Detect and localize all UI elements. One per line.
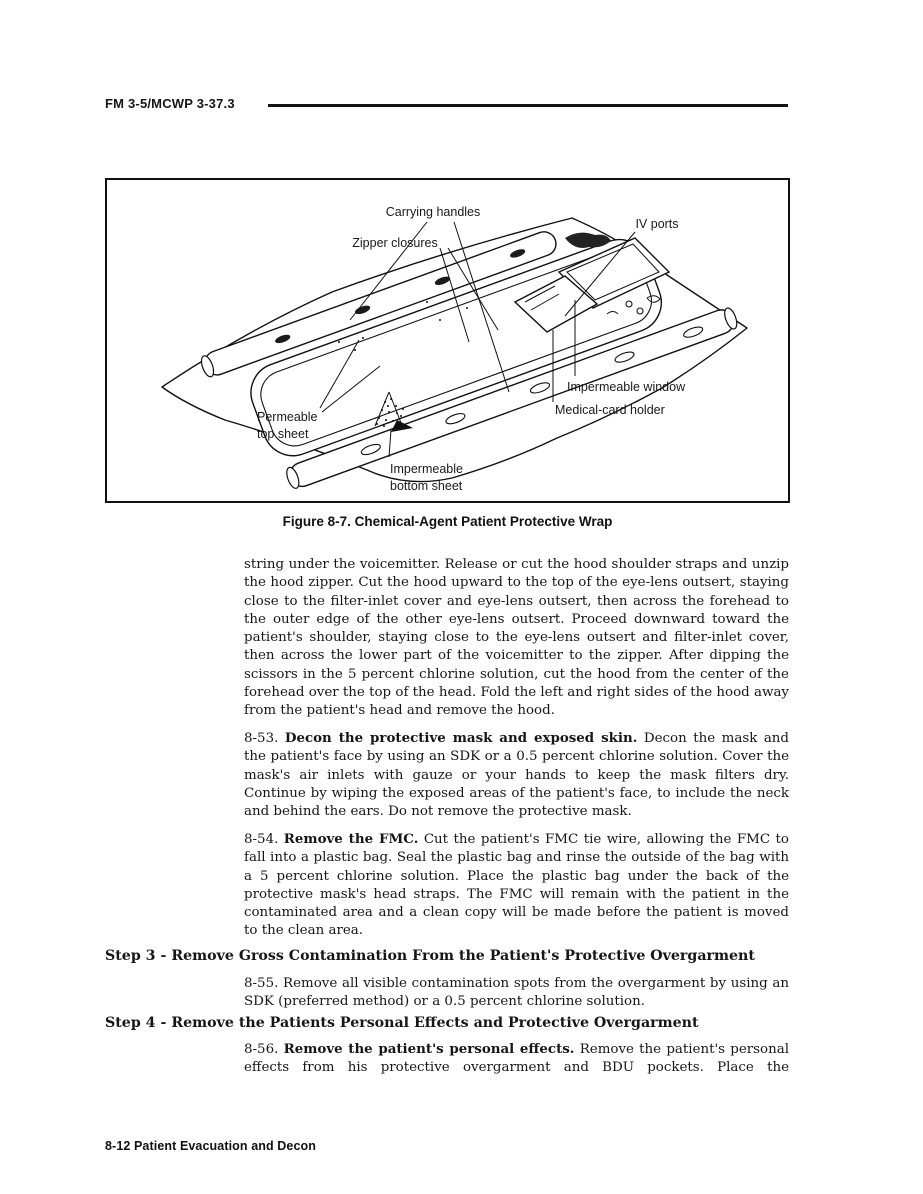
para-number: 8-56. [244, 1042, 284, 1057]
figure-8-7-box [105, 178, 790, 503]
label-impermeable-bottom-sheet-2: bottom sheet [390, 479, 463, 493]
protective-wrap-drawing [107, 180, 787, 500]
para-lead-in: Decon the protective mask and exposed skin. [284, 730, 638, 746]
para-lead-in: Remove the patient's personal effects. [283, 1041, 575, 1057]
paragraph-8-53 [244, 729, 789, 821]
page-footer: 8-12 Patient Evacuation and Decon [105, 1139, 316, 1153]
label-iv-ports: IV ports [635, 217, 679, 231]
para-number: 8-54. [244, 832, 284, 847]
paragraph-8-55: 8-55. Remove all visible contamination spots from the overgarment by using an SDK (preferred method) or a 0.5 percent chlorine solution. [244, 976, 789, 1010]
para-text: Remove the patient's personal effects from his protective overgarment and BDU pockets. Place the [244, 1042, 789, 1076]
label-impermeable-window: Impermeable window [567, 380, 686, 394]
step-4-heading: Step 4 - Remove the Patients Personal Effects and Protective Overgarment [105, 1015, 699, 1031]
figure-caption: Figure 8-7. Chemical-Agent Patient Protective Wrap [282, 514, 613, 529]
paragraph-continuation: string under the voicemitter. Release or cut the hood shoulder straps and unzip the hood zipper. Cut the hood upward to the top of the eye-lens outsert, staying close to the filter-inlet cover and eye-lens outsert, then across the forehead to the outer edge of the other eye-lens outsert. Proceed downward toward the patient's shoulder, staying close to the eye-lens outsert and filter-inlet cover, then across the lower part of the voicemitter to the zipper. After dipping the scissors in the 5 percent chlorine solution, cut the hood from the center of the forehead over the top of the head. Fold the left and right sides of the hood away from the patient's head and remove the hood. [244, 557, 789, 719]
para-text: Decon the mask and the patient's face by using an SDK or a 0.5 percent chlorine solution. Cover the mask's air inlets with gauze or your hands to keep the mask filters dry. Continue by wiping the exposed areas of the patient's face, to include the neck and behind the ears. Do not remove the protective mask. [244, 731, 789, 820]
label-impermeable-bottom-sheet-1: Impermeable [390, 462, 463, 476]
label-permeable-top-sheet-2: top sheet [257, 427, 309, 441]
header-doc-id: FM 3-5/MCWP 3-37.3 [105, 96, 235, 111]
label-medical-card-holder: Medical-card holder [555, 403, 665, 417]
step-3-heading: Step 3 - Remove Gross Contamination From the Patient's Protective Overgarment [105, 948, 755, 964]
header-rule [268, 104, 788, 107]
paragraph-8-54 [244, 830, 789, 941]
para-text: Cut the patient's FMC tie wire, allowing the FMC to fall into a plastic bag. Seal the plastic bag and rinse the outside of the bag with a 5 percent chlorine solution. Place the plastic bag under the back of the protective mask's head straps. The FMC will remain with the patient in the contaminated area and a clean copy will be made before the patient is moved to the clean area. [244, 832, 789, 939]
label-permeable-top-sheet-1: Permeable [257, 410, 318, 424]
para-lead-in: Remove the FMC. [283, 831, 419, 847]
label-zipper-closures: Zipper closures [352, 236, 438, 250]
para-number: 8-53. [244, 731, 285, 746]
label-carrying-handles: Carrying handles [385, 205, 481, 219]
paragraph-8-56 [244, 1040, 789, 1078]
